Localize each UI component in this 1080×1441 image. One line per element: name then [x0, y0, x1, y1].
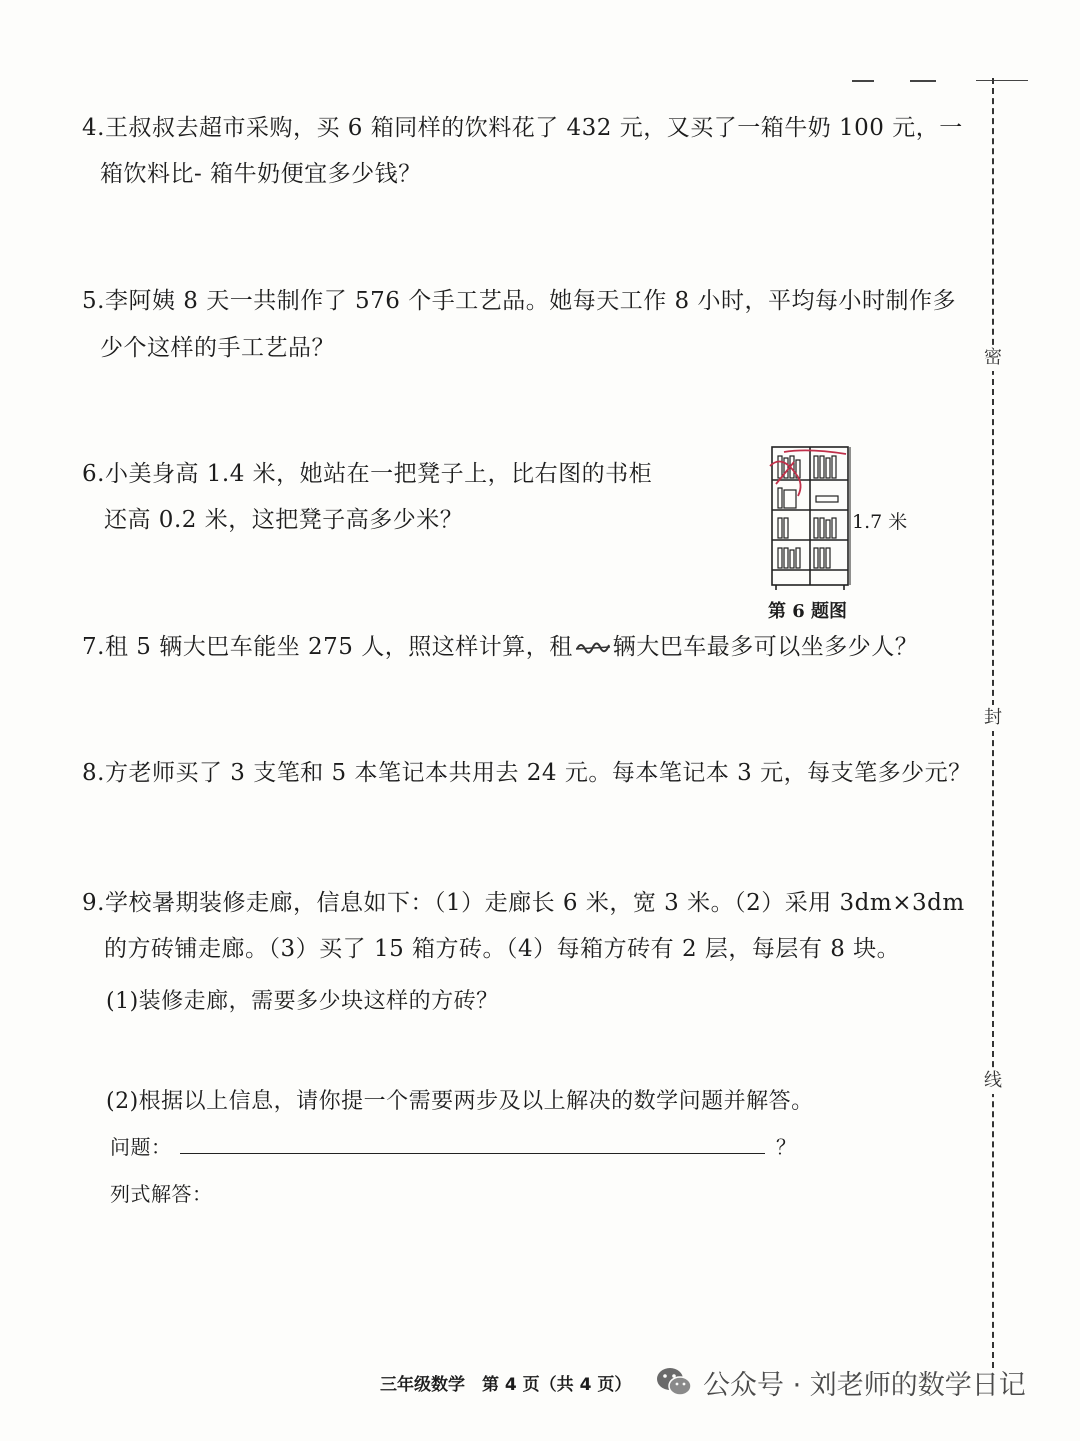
question-7-number: 7.	[82, 634, 105, 660]
binding-char-mi: 密	[982, 345, 1004, 371]
watermark-text: 公众号 · 刘老师的数学日记	[703, 1369, 1026, 1401]
wechat-icon	[655, 1365, 693, 1399]
question-9-sub1: (1)装修走廊，需要多少块这样的方砖？	[106, 989, 499, 1014]
bookcase-height-label: 1.7 米	[852, 511, 908, 533]
question-end-mark: ？	[776, 1135, 797, 1159]
question-4-line1	[82, 117, 963, 140]
question-5-line2: 少个这样的手工艺品？	[100, 335, 335, 361]
question-9-line1	[82, 892, 965, 915]
question-6-line1	[82, 463, 652, 486]
question-4-text-1: 王叔叔去超市采购，买 6 箱同样的饮料花了 432 元，又买了一箱牛奶 100 元，一	[104, 115, 963, 141]
question-8-number: 8.	[82, 760, 105, 786]
top-mark-2	[910, 80, 936, 82]
page-footer: 三年级数学 第 4 页（共 4 页）	[380, 1375, 632, 1395]
question-7-text-2: 辆大巴车最多可以坐多少人？	[612, 634, 919, 660]
question-7-text-1: 租 5 辆大巴车能坐 275 人，照这样计算，租	[104, 634, 573, 660]
question-4-number: 4.	[82, 115, 105, 141]
question-5-number: 5.	[82, 288, 105, 314]
question-9-line2: 的方砖铺走廊。（3）买了 15 箱方砖。（4）每箱方砖有 2 层，每层有 8 块。	[104, 936, 901, 962]
question-4-line2: 箱饮料比- 箱牛奶便宜多少钱？	[100, 161, 422, 187]
question-6-number: 6.	[82, 461, 105, 487]
scribble-mark	[575, 637, 611, 659]
figure-caption: 第 6 题图	[768, 601, 848, 622]
top-mark-1	[852, 80, 874, 82]
question-6-text-1: 小美身高 1.4 米，她站在一把凳子上，比右图的书柜	[104, 461, 653, 487]
question-9-sub2: (2)根据以上信息，请你提一个需要两步及以上解决的数学问题并解答。	[106, 1089, 814, 1114]
question-8-line1	[82, 762, 972, 785]
question-9-number: 9.	[82, 890, 105, 916]
question-5-text-1: 李阿姨 8 天一共制作了 576 个手工艺品。她每天工作 8 小时，平均每小时制作多	[104, 288, 956, 314]
question-answer-line[interactable]	[180, 1153, 765, 1154]
question-9-text-1: 学校暑期装修走廊，信息如下：（1）走廊长 6 米，宽 3 米。（2）采用 3dm×3dm	[104, 890, 965, 916]
top-mark-3	[976, 80, 1028, 81]
binding-char-xian: 线	[982, 1068, 1004, 1094]
bookcase-figure	[768, 444, 858, 590]
question-7-line1	[82, 636, 918, 659]
question-label: 问题：	[110, 1135, 172, 1159]
answer-label: 列式解答：	[110, 1182, 213, 1206]
question-8-text-1: 方老师买了 3 支笔和 5 本笔记本共用去 24 元。每本笔记本 3 元，每支笔多少元？	[104, 760, 972, 786]
watermark	[655, 1355, 1055, 1409]
binding-char-feng: 封	[982, 705, 1004, 731]
question-6-line2: 还高 0.2 米，这把凳子高多少米？	[104, 507, 464, 533]
question-5-line1	[82, 290, 956, 313]
